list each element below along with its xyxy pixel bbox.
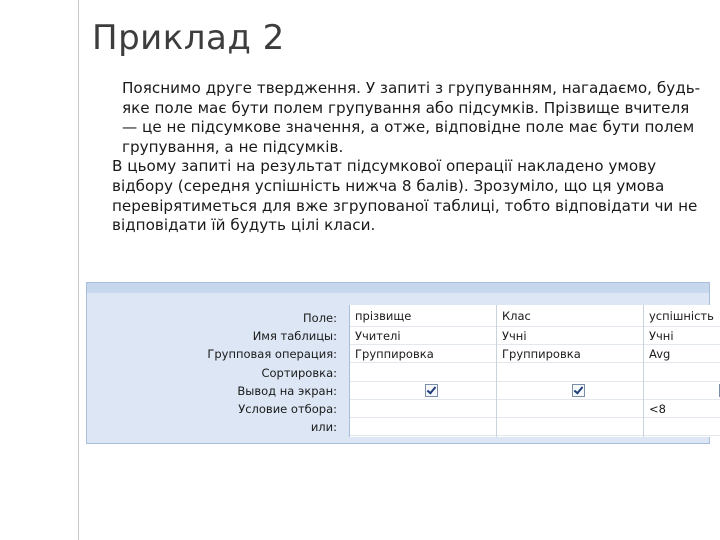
group-op-cell[interactable]: Группировка xyxy=(350,345,496,363)
show-cell xyxy=(497,382,643,400)
row-label-criteria: Условие отбора: xyxy=(238,401,337,416)
slide-body xyxy=(92,79,704,236)
row-label-show: Вывод на экран: xyxy=(237,383,337,398)
or-cell[interactable] xyxy=(350,418,496,436)
group-op-cell[interactable]: Avg xyxy=(644,345,720,363)
grid-header-band xyxy=(87,283,709,293)
group-op-cell[interactable]: Группировка xyxy=(497,345,643,363)
row-label-group-op: Групповая операция: xyxy=(207,347,337,362)
field-cell[interactable]: Клас xyxy=(497,305,643,327)
show-checkbox[interactable] xyxy=(572,384,585,397)
row-label-table: Имя таблицы: xyxy=(252,329,337,344)
grid-column-2 xyxy=(497,305,644,437)
row-label-sort: Сортировка: xyxy=(261,365,337,380)
query-design-grid xyxy=(86,282,714,444)
grid-column-1 xyxy=(350,305,497,437)
paragraph-1: Пояснимо друге твердження. У запиті з групуванням, нагадаємо, будь-яке поле має бути полем групування або підсумків. Прізвище вчителя — це не підсумкове значення, а отже, відповідне поле має бути полем групування, а не підсумків. xyxy=(122,79,701,156)
criteria-cell[interactable] xyxy=(350,400,496,418)
slide-title: Приклад 2 xyxy=(92,18,285,58)
grid-column-3 xyxy=(644,305,720,437)
criteria-cell[interactable]: <8 xyxy=(644,400,720,418)
sort-cell[interactable] xyxy=(644,363,720,381)
sort-cell[interactable] xyxy=(350,363,496,381)
slide-left-rule xyxy=(78,0,79,540)
sort-cell[interactable] xyxy=(497,363,643,381)
table-cell[interactable]: Учні xyxy=(644,327,720,345)
criteria-cell[interactable] xyxy=(497,400,643,418)
row-label-field: Поле: xyxy=(303,311,337,325)
or-cell[interactable] xyxy=(497,418,643,436)
paragraph-2: В цьому запиті на результат підсумкової операції накладено умову відбору (середня успішність нижча 8 балів). Зрозуміло, що ця умова перевірятиметься для вже згрупованої таблиці, тобто відповідати чи не відповідати їй будуть цілі класи. xyxy=(112,157,698,235)
show-cell xyxy=(644,382,720,400)
field-cell[interactable]: успішність xyxy=(644,305,720,327)
row-labels xyxy=(87,309,343,436)
or-cell[interactable] xyxy=(644,418,720,436)
row-label-or: или: xyxy=(310,420,337,435)
field-cell[interactable]: прізвище xyxy=(350,305,496,327)
show-cell xyxy=(350,382,496,400)
grid-cells xyxy=(349,305,720,437)
table-cell[interactable]: Учителі xyxy=(350,327,496,345)
table-cell[interactable]: Учні xyxy=(497,327,643,345)
show-checkbox[interactable] xyxy=(425,384,438,397)
